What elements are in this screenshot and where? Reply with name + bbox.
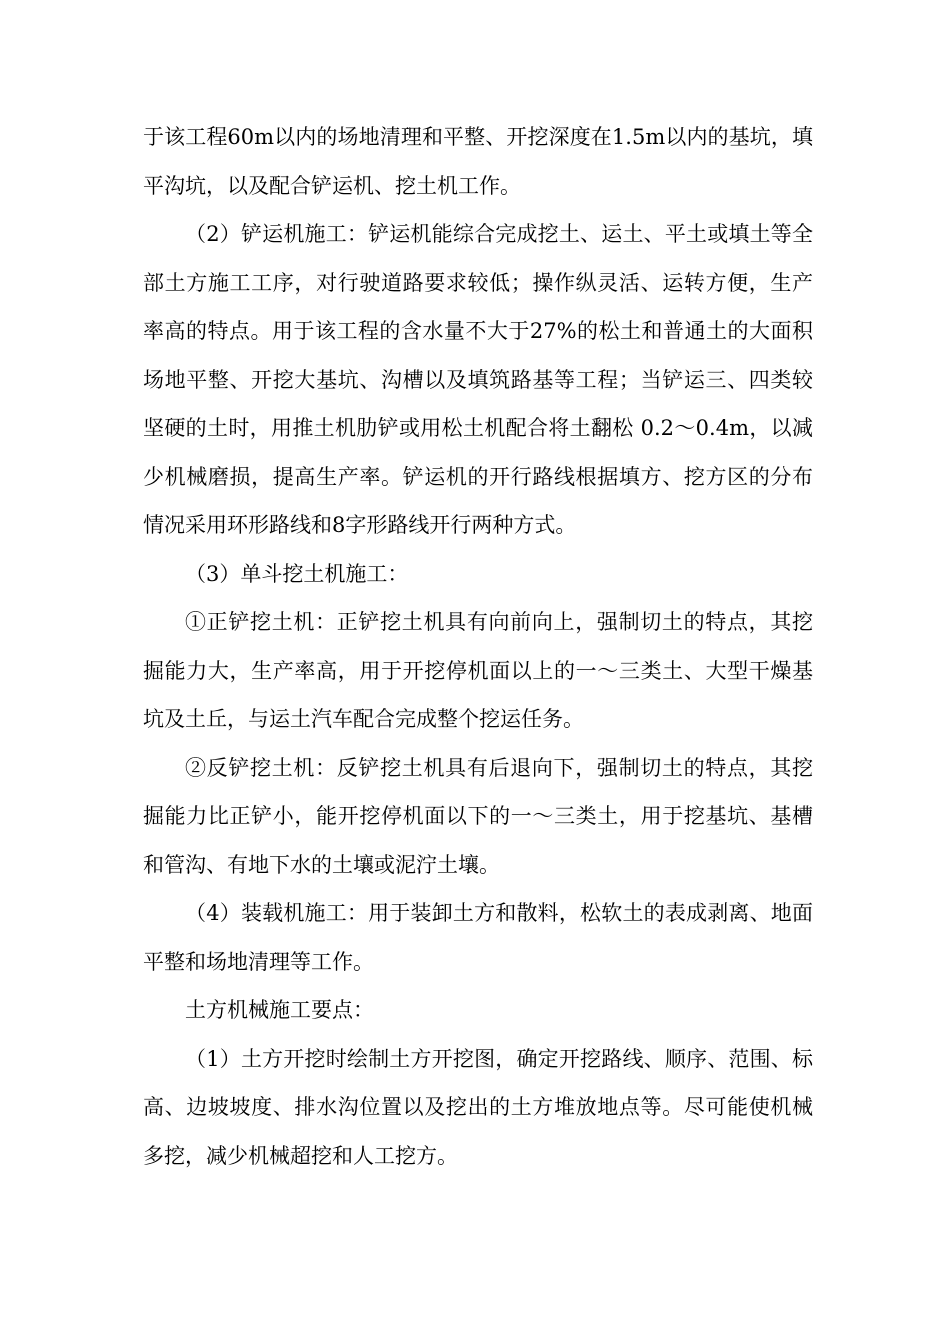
paragraph-loader: （4）装载机施工：用于装卸土方和散料，松软土的表成剥离、地面平整和场地清理等工作。	[143, 901, 813, 974]
paragraph-site-clearing: 于该工程60m以内的场地清理和平整、开挖深度在1.5m以内的基坑，填平沟坑，以及配合铲运机、挖土机工作。	[143, 125, 813, 198]
paragraph-backhoe: ②反铲挖土机：反铲挖土机具有后退向下，强制切土的特点，其挖掘能力比正铲小，能开挖停机面以下的一～三类土，用于挖基坑、基槽和管沟、有地下水的土壤或泥泞土壤。	[143, 755, 813, 877]
paragraph-front-shovel: ①正铲挖土机：正铲挖土机具有向前向上，强制切土的特点，其挖掘能力大，生产率高，用于开挖停机面以上的一～三类土、大型干燥基坑及土丘，与运土汽车配合完成整个挖运任务。	[143, 610, 813, 731]
paragraph-single-bucket-heading: （3）单斗挖土机施工：	[185, 561, 409, 586]
paragraph-excavation-plan: （1）土方开挖时绘制土方开挖图，确定开挖路线、顺序、范围、标高、边坡坡度、排水沟位置以及挖出的土方堆放地点等。尽可能使机械多挖，减少机械超挖和人工挖方。	[143, 1046, 813, 1168]
paragraph-scraper: （2）铲运机施工：铲运机能综合完成挖土、运土、平土或填土等全部土方施工工序，对行驶道路要求较低；操作纵灵活、运转方便，生产率高的特点。用于该工程的含水量不大于27%的松土和普通土的大面积场地平整、开挖大基坑、沟槽以及填筑路基等工程；当铲运三、四类较坚硬的土时，用推土机肋铲或用松土机配合将土翻松 0.2～0.4m，以减少机械磨损，提高生产率。铲运机的开行路线根据填方、挖方区的分布情况采用环形路线和8字形路线开行两种方式。	[143, 222, 813, 537]
document-body	[143, 113, 813, 1180]
paragraph-key-points-heading: 土方机械施工要点：	[185, 998, 374, 1022]
